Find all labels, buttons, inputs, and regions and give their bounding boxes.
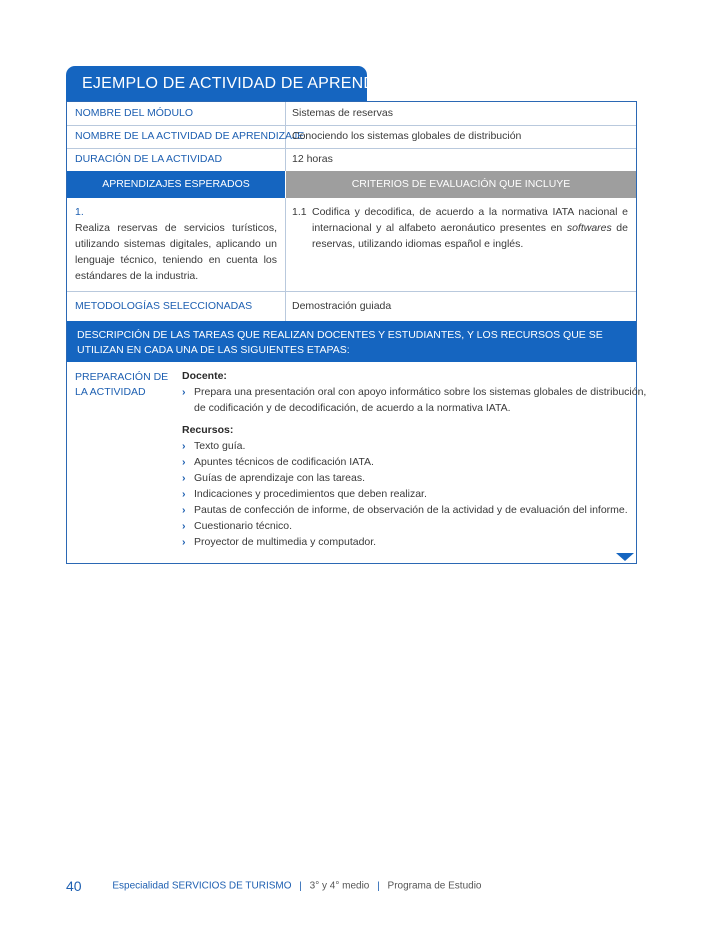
activity-table — [66, 101, 647, 564]
chevron-bullet-icon: › — [182, 504, 186, 516]
row-aprendizaje — [67, 198, 636, 292]
chevron-bullet-icon: › — [182, 488, 186, 500]
row-headers — [67, 171, 636, 198]
duracion-value: 12 horas — [292, 153, 333, 165]
row-actividad — [67, 125, 636, 149]
row-duracion — [67, 148, 636, 171]
preparacion-label: PREPARACIÓN DE LA ACTIVIDAD — [75, 371, 169, 398]
metodologias-label: METODOLOGÍAS SELECCIONADAS — [75, 300, 253, 312]
chevron-bullet-icon: › — [182, 386, 186, 398]
docente-item-cont: de codificación y de decodificación, de acuerdo a la normativa IATA. — [194, 402, 511, 414]
row-preparacion — [67, 362, 647, 563]
chevron-bullet-icon: › — [182, 440, 186, 452]
aprendizaje-cell — [67, 198, 285, 284]
aprendizajes-header: APRENDIZAJES ESPERADOS — [67, 171, 286, 198]
aprendizaje-number: 1. — [75, 206, 84, 218]
chevron-bullet-icon: › — [182, 520, 186, 532]
chevron-bullet-icon: › — [182, 536, 186, 548]
footer-programa: Programa de Estudio — [387, 880, 482, 892]
list-item: › Pautas de confección de informe, de observación de la actividad y de evaluación del informe. — [182, 504, 628, 516]
docente-title: Docente: — [182, 370, 227, 382]
list-item: › Proyector de multimedia y computador. — [182, 536, 377, 548]
recursos-title: Recursos: — [182, 424, 234, 436]
list-item: › Guías de aprendizaje con las tareas. — [182, 472, 366, 484]
chevron-bullet-icon: › — [182, 472, 186, 484]
page-number: 40 — [66, 878, 82, 894]
activity-title-tab: EJEMPLO DE ACTIVIDAD DE APRENDIZAJE — [66, 66, 367, 102]
continue-triangle-icon — [616, 553, 634, 561]
criterio-number: 1.1 — [292, 206, 307, 218]
docente-item: › Prepara una presentación oral con apoyo informático sobre los sistemas globales de distribución, — [182, 386, 647, 398]
list-item: › Indicaciones y procedimientos que deben realizar. — [182, 488, 427, 500]
list-item: › Cuestionario técnico. — [182, 520, 293, 532]
row-modulo — [67, 102, 636, 126]
criterios-header: CRITERIOS DE EVALUACIÓN QUE INCLUYE — [286, 171, 636, 198]
modulo-label: NOMBRE DEL MÓDULO — [75, 107, 194, 119]
recursos-list — [182, 438, 632, 550]
chevron-bullet-icon: › — [182, 456, 186, 468]
modulo-value: Sistemas de reservas — [292, 107, 393, 119]
descripcion-header: DESCRIPCIÓN DE LAS TAREAS QUE REALIZAN DOCENTES Y ESTUDIANTES, Y LOS RECURSOS QUE SE UTILIZAN EN CADA UNA DE LAS SIGUIENTES ETAPAS: — [67, 321, 636, 362]
metodologias-value: Demostración guiada — [292, 300, 392, 312]
criterio-text: Codifica y decodifica, de acuerdo a la normativa IATA nacional e internacional y al alfabeto aeronáutico presentes en softwares de reservas, utilizando idiomas español e inglés. — [312, 206, 628, 250]
list-item: › Texto guía. — [182, 440, 246, 452]
footer-nivel: 3° y 4° medio — [309, 880, 370, 892]
footer-especialidad: Especialidad SERVICIOS DE TURISMO — [112, 880, 292, 892]
row-metodologias — [67, 291, 636, 321]
aprendizaje-text: Realiza reservas de servicios turísticos, utilizando sistemas digitales, aplicando un lenguaje técnico, teniendo en cuenta los estándares de la industria. — [75, 222, 277, 282]
list-item: › Apuntes técnicos de codificación IATA. — [182, 456, 374, 468]
actividad-value: Conociendo los sistemas globales de distribución — [292, 130, 522, 142]
criterio-cell — [286, 198, 636, 252]
preparacion-body — [182, 368, 647, 550]
actividad-label: NOMBRE DE LA ACTIVIDAD DE APRENDIZAJE — [75, 130, 305, 142]
page-footer: 40 Especialidad SERVICIOS DE TURISMO | 3° y 4° medio | Programa de Estudio — [66, 878, 482, 894]
duracion-label: DURACIÓN DE LA ACTIVIDAD — [75, 153, 223, 165]
